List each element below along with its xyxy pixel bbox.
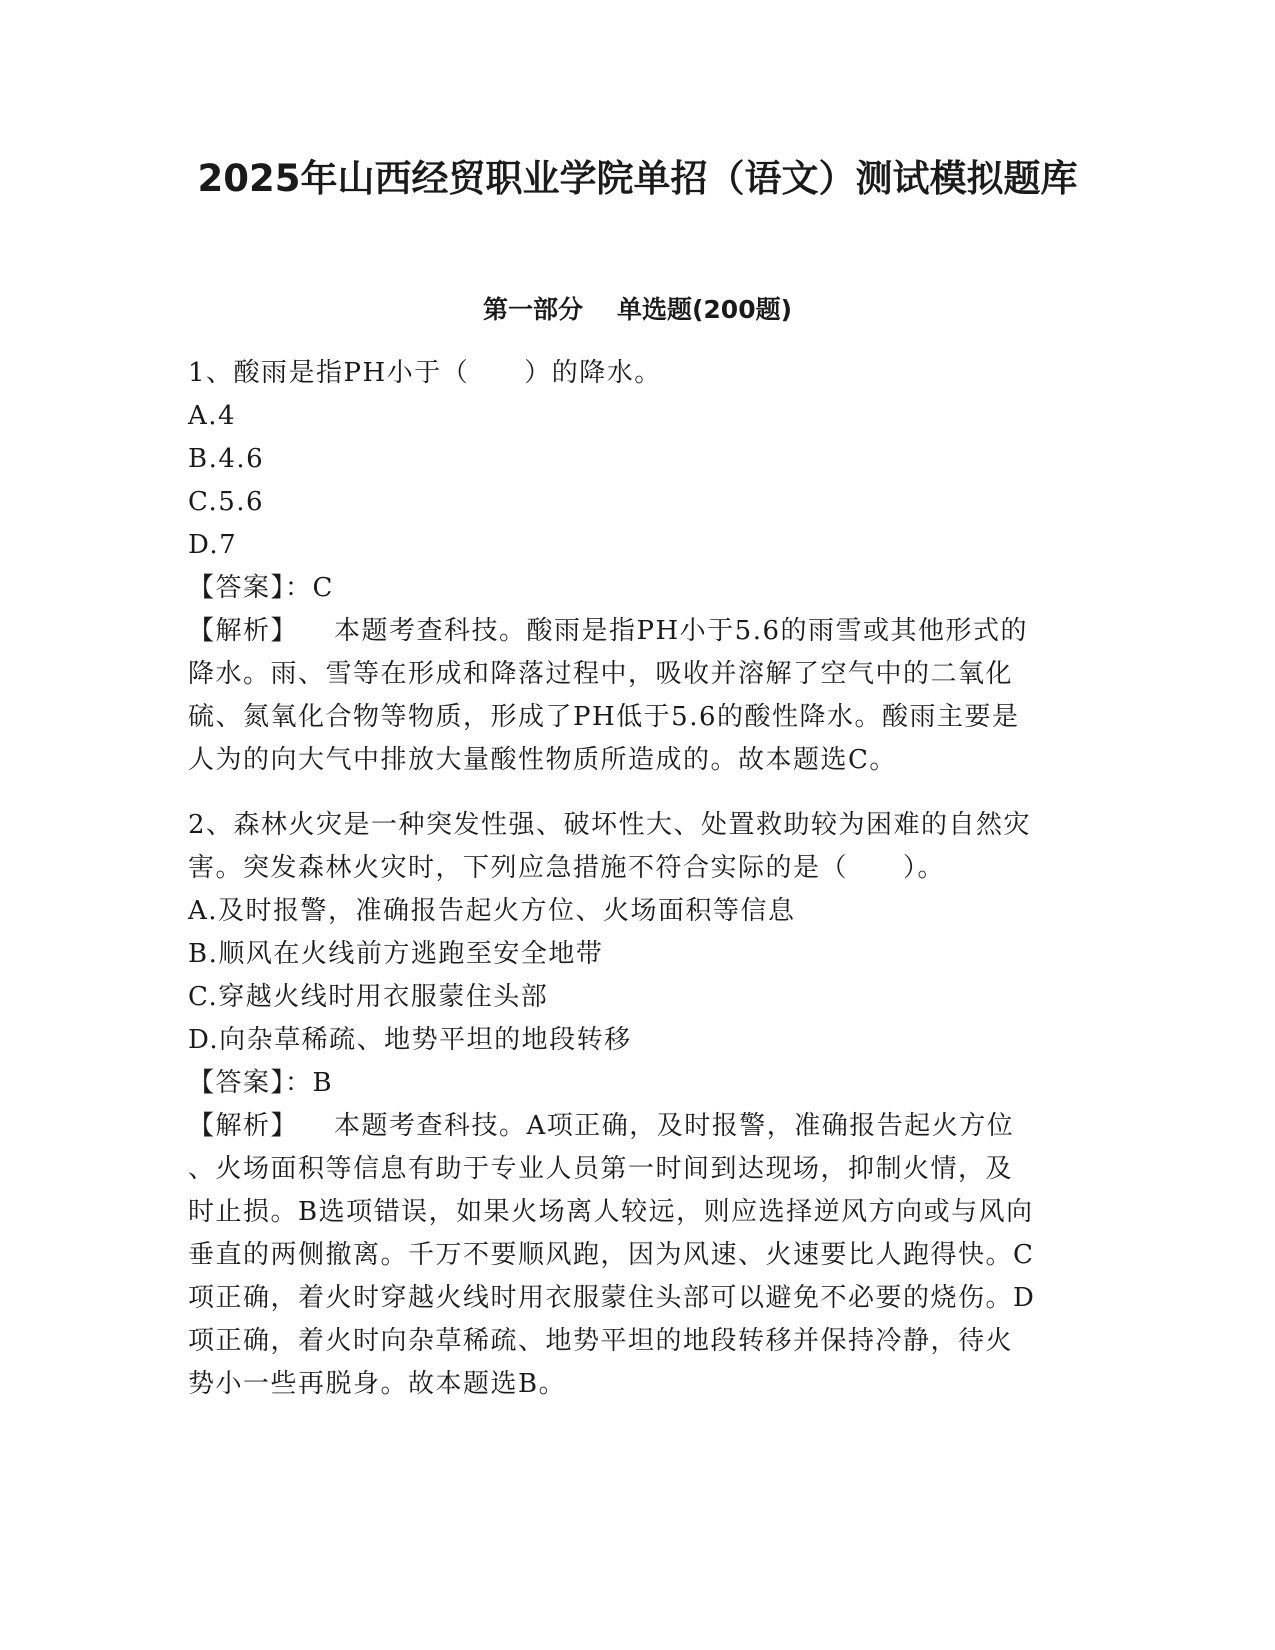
explanation-line: 时止损。B选项错误，如果火场离人较远，则应选择逆风方向或与风向 xyxy=(188,1197,1034,1227)
explanation-text: 本题考查科技。酸雨是指PH小于5.6的雨雪或其他形式的 xyxy=(334,616,1029,646)
answer-value: ：B xyxy=(285,1068,334,1098)
explanation-text: 本题考查科技。A项正确，及时报警，准确报告起火方位 xyxy=(334,1111,1015,1141)
answer-label: 【答案】 xyxy=(188,1068,286,1098)
answer-label: 【答案】 xyxy=(188,573,286,603)
explanation-line: 硫、氮氧化合物等物质，形成了PH低于5.6的酸性降水。酸雨主要是 xyxy=(188,702,1020,732)
option-b: B.顺风在火线前方逃跑至安全地带 xyxy=(188,939,604,969)
answer-value: ：C xyxy=(285,573,334,603)
explanation-line: 项正确，着火时向杂草稀疏、地势平坦的地段转移并保持冷静，待火 xyxy=(188,1326,1014,1356)
option-d: D.向杂草稀疏、地势平坦的地段转移 xyxy=(188,1025,632,1055)
explanation-line xyxy=(188,610,1088,653)
section-heading xyxy=(0,290,1275,326)
explanation-line: 、火场面积等信息有助于专业人员第一时间到达现场，抑制火情，及 xyxy=(188,1154,1014,1184)
explanation-line: 势小一些再脱身。故本题选B。 xyxy=(188,1369,567,1399)
section-part: 第一部分 xyxy=(482,295,583,324)
option-b: B.4.6 xyxy=(188,444,265,474)
answer-line xyxy=(188,567,1088,610)
explanation-label: 【解析】 xyxy=(188,616,299,646)
question-1 xyxy=(188,352,1088,782)
explanation-line xyxy=(188,1105,1088,1148)
option-a: A.及时报警，准确报告起火方位、火场面积等信息 xyxy=(188,896,796,926)
explanation-line: 人为的向大气中排放大量酸性物质所造成的。故本题选C。 xyxy=(188,745,897,775)
section-name: 单选题(200题) xyxy=(616,295,793,324)
question-stem: 害。突发森林火灾时，下列应急措施不符合实际的是（ ）。 xyxy=(188,853,946,883)
explanation-label: 【解析】 xyxy=(188,1111,299,1141)
question-2 xyxy=(188,804,1088,1406)
option-c: C.穿越火线时用衣服蒙住头部 xyxy=(188,982,549,1012)
explanation-line: 项正确，着火时穿越火线时用衣服蒙住头部可以避免不必要的烧伤。D xyxy=(188,1283,1036,1313)
explanation-line: 降水。雨、雪等在形成和降落过程中，吸收并溶解了空气中的二氧化 xyxy=(188,659,1014,689)
question-stem: 2、森林火灾是一种突发性强、破坏性大、处置救助较为困难的自然灾 xyxy=(188,810,1032,840)
document-title: 2025年山西经贸职业学院单招（语文）测试模拟题库 xyxy=(197,157,1078,200)
option-a: A.4 xyxy=(188,401,237,431)
option-c: C.5.6 xyxy=(188,487,265,517)
answer-line xyxy=(188,1062,1088,1105)
option-d: D.7 xyxy=(188,530,238,560)
explanation-line: 垂直的两侧撤离。千万不要顺风跑，因为风速、火速要比人跑得快。C xyxy=(188,1240,1035,1270)
question-stem: 1、酸雨是指PH小于（ ）的降水。 xyxy=(188,358,662,388)
